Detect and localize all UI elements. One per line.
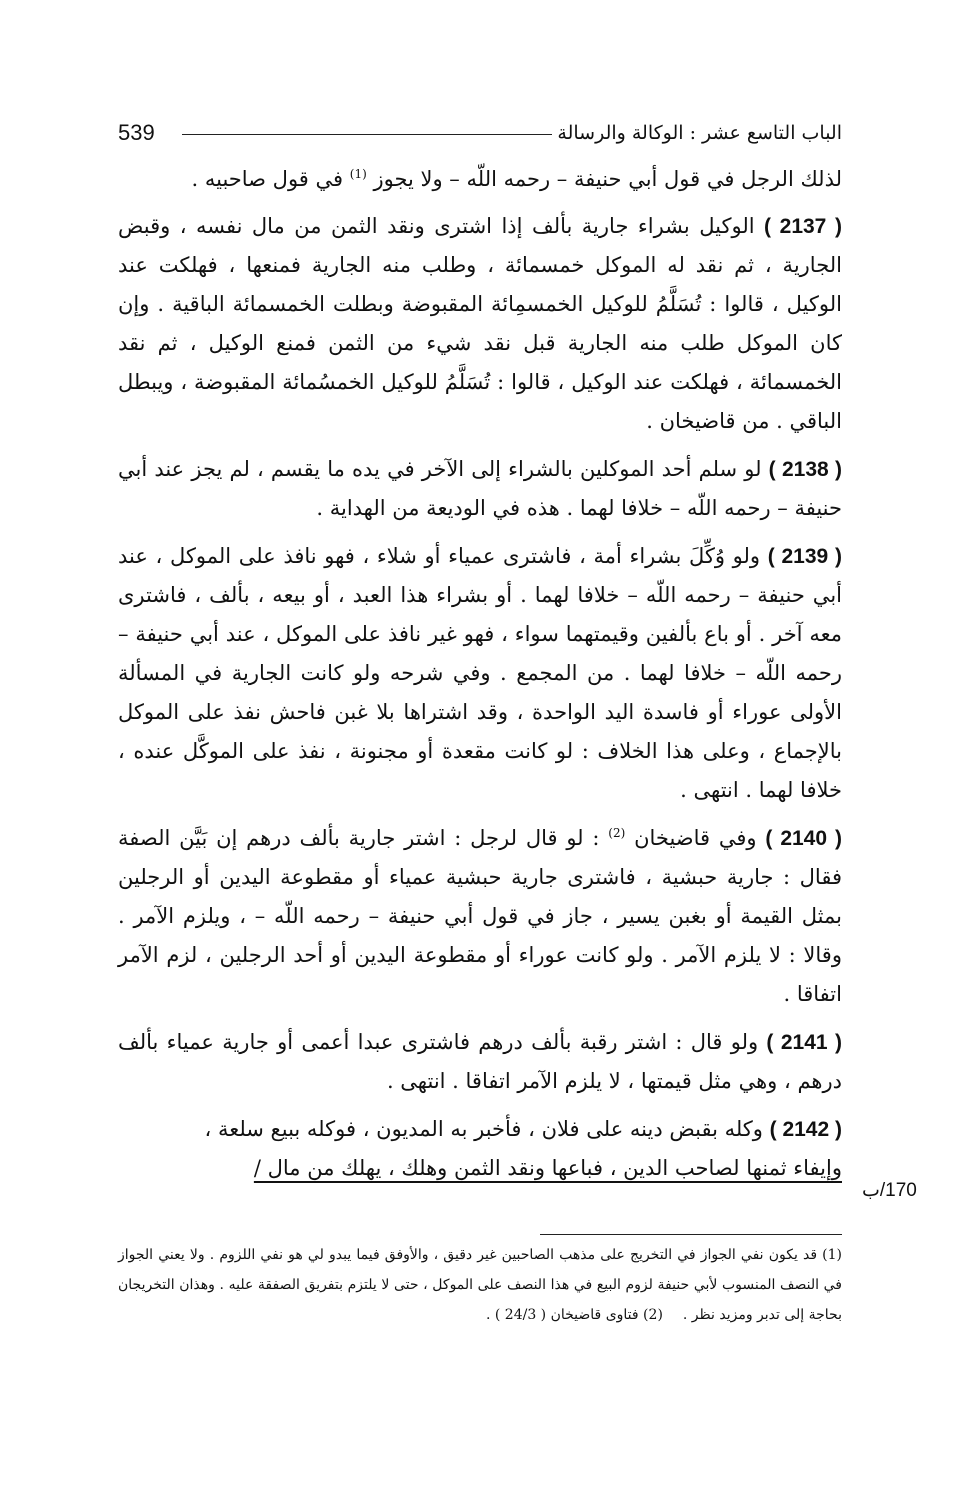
footnote-reference: (1) [349, 167, 367, 181]
manuscript-folio-note: 170/ب [862, 1180, 917, 1201]
page-number: 539 [118, 120, 155, 145]
paragraph [118, 160, 842, 199]
article-number: ( 2138 ) [768, 458, 842, 481]
footnote-1: (1) قد يكون نفي الجواز في التخريج على مذهب الصاحبين غير دقيق ، والأوفق فيما يبدو لي هو نفي اللزوم . ولا يعني الجواز في النصف المنسوب لأبي حنيفة لزوم البيع في هذا النصف على الموكل ، حتى لا يلتزم بتفريق الصفقة عليه . وهذان التخريجان بحاجة إلى تدبر ومزيد نظر . [118, 1247, 842, 1323]
article-number: ( 2141 ) [766, 1031, 842, 1054]
paragraph-text: الوكيل بشراء جارية بألف إذا اشترى ونقد الثمن من مال نفسه ، وقبض الجارية ، ثم نقد له الموكل خمسمائة ، وطلب منه الجارية فمنعها ، فهلكت عند الوكيل ، قالوا : تُسَلَّمُ للوكيل الخمسمِائة المقبوضة وبطلت الخمسمائة الباقية . وإن كان الموكل طلب منه الجارية قبل نقد شيء من الثمن فمنع الوكيل ، ثم نقد الخمسمائة ، فهلكت عند الوكيل ، قالوا : تُسَلَّمُ للوكيل الخمسُمائة المقبوضة ، ويبطل الباقي . من قاضيخان . [118, 214, 843, 433]
paragraph-text: لو سلم أحد الموكلين بالشراء إلى الآخر في يده ما يقسم ، لم يجز عند أبي حنيفة – رحمه اللّه – خلافا لهما . هذه في الوديعة من الهداية . [118, 457, 842, 520]
article-number: ( 2139 ) [767, 545, 842, 568]
running-title: الباب التاسع عشر : الوكالة والرسالة [557, 122, 842, 144]
article-number: ( 2137 ) [764, 215, 842, 238]
paragraph [118, 207, 842, 441]
paragraph [118, 450, 842, 528]
article-number: ( 2142 ) [769, 1118, 842, 1141]
paragraph-last-line: وإيفاء ثمنها لصاحب الدين ، فباعها ونقد الثمن وهلك ، يهلك من مال / [253, 1156, 842, 1180]
paragraph-text: ولو قال : اشتر رقبة بألف درهم فاشترى عبدا أعمى أو جارية عمياء بألف درهم ، وهي مثل قيمتها ، لا يلزم الآمر اتفاقا . انتهى . [118, 1030, 842, 1093]
paragraph [118, 537, 842, 810]
paragraph [118, 1110, 842, 1188]
footnote-reference: (2) [608, 826, 626, 840]
paragraph-text: في قول صاحبيه . [191, 167, 344, 191]
footnote-2: (2) فتاوى قاضيخان ( 24/3 ) . [485, 1307, 663, 1323]
paragraph-text: ولو وُكِّلَ بشراء أمة ، فاشترى عمياء أو شلاء ، فهو نافذ على الموكل ، عند أبي حنيفة – رحمه اللّه – خلافا لهما . أو بشراء هذا العبد ، أو بيعه ، بألف ، فاشترى معه آخر . أو باع بألفين وقيمتهما سواء ، فهو غير نافذ على الموكل ، عند أبي حنيفة – رحمه اللّه – خلافا لهما . من المجمع . وفي شرحه ولو كانت الجارية في المسألة الأولى عوراء أو فاسدة اليد الواحدة ، وقد اشتراها بلا غبن فاحش نفذ على الموكل بالإجماع ، وعلى هذا الخلاف : لو كانت مقعدة أو مجنونة ، نفذ على الموكَّل عنده ، خلافا لهما . انتهى . [118, 544, 842, 802]
paragraph-text: وكله بقبض دينه على فلان ، فأخبر به المديون ، فوكله ببيع سلعة ، [204, 1117, 763, 1141]
header-rule [182, 134, 552, 135]
paragraph-text: : لو قال لرجل : اشتر جارية بألف درهم إن بَيَّن الصفة فقال : جارية حبشية ، فاشترى جارية حبشية عمياء أو مقطوعة اليدين أو الرجلين بمثل القيمة أو بغبن يسير ، جاز في قول أبي حنيفة – رحمه اللّه – ، ويلزم الآمر . وقالا : لا يلزم الآمر . ولو كانت عوراء أو مقطوعة اليدين أو أحد الرجلين ، لزم الآمر اتفاقا . [118, 826, 842, 1006]
footnote-rule [540, 1234, 842, 1235]
article-number: ( 2140 ) [765, 827, 842, 850]
body-text [118, 160, 842, 1197]
paragraph-text: لذلك الرجل في قول أبي حنيفة – رحمه اللّه – ولا يجوز [373, 167, 842, 191]
paragraph [118, 819, 842, 1014]
paragraph-text: وفي قاضيخان [634, 826, 757, 850]
footnotes [118, 1240, 842, 1330]
page-header [118, 118, 842, 150]
paragraph [118, 1023, 842, 1101]
